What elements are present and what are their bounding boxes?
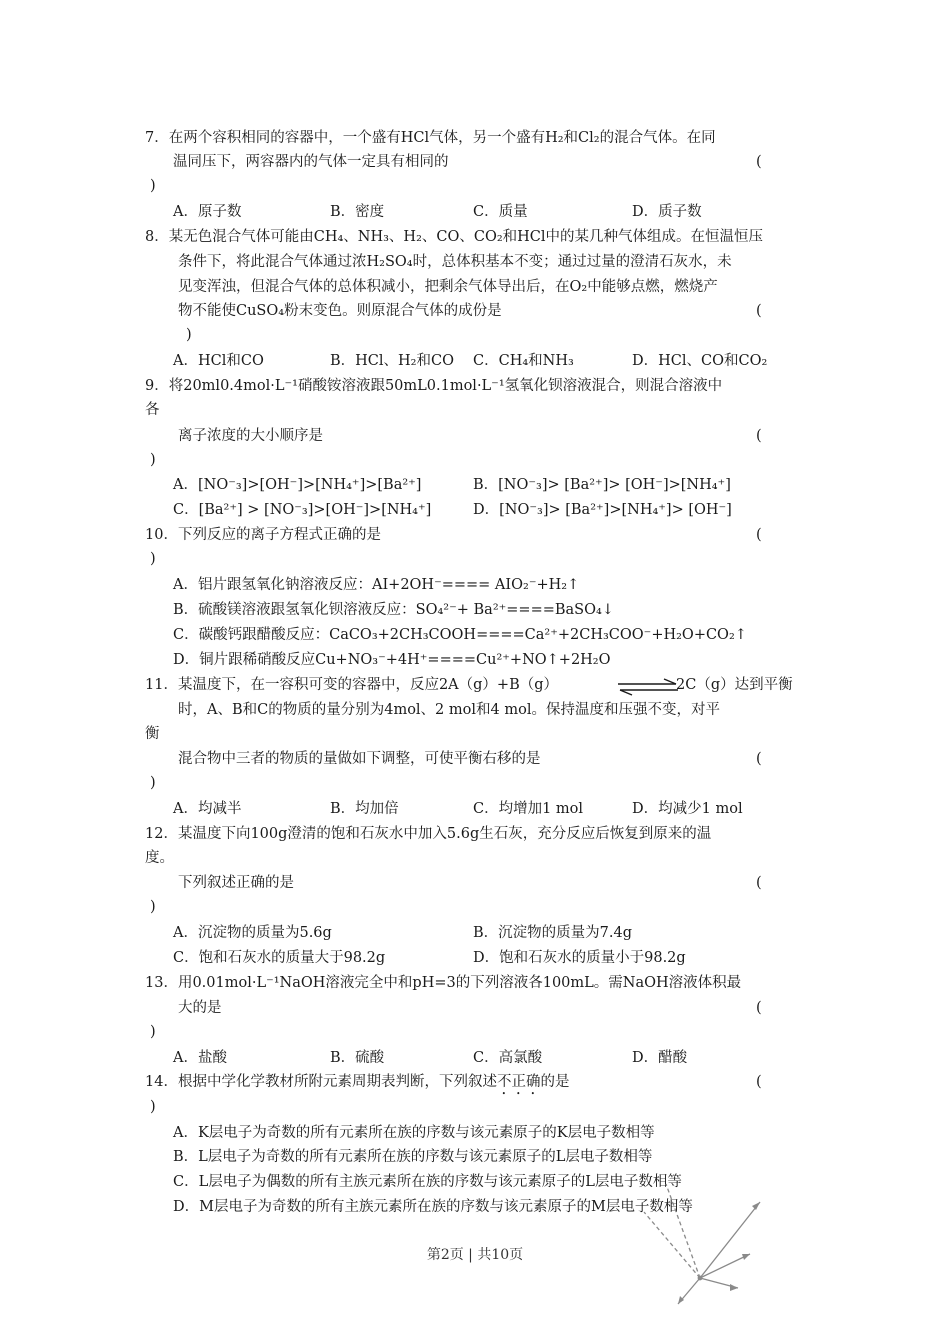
q9-option-b: B．[NO⁻₃]> [Ba²⁺]> [OH⁻]>[NH₄⁺] bbox=[473, 477, 731, 493]
q11-option-a: A．均减半 bbox=[173, 801, 242, 817]
q8-line-2: 条件下，将此混合气体通过浓H₂SO₄时，总体积基本不变；通过过量的澄清石灰水，未 bbox=[178, 254, 732, 270]
q11-option-b: B．均加倍 bbox=[330, 801, 399, 817]
q13-option-a: A．盐酸 bbox=[173, 1050, 227, 1066]
q8-line-4: 物不能使CuSO₄粉末变色。则原混合气体的成份是 bbox=[178, 303, 502, 319]
q12-line-1-wrap: 度。 bbox=[145, 850, 174, 866]
q14-option-c: C．L层电子为偶数的所有主族元素所在族的序数与该元素原子的L层电子数相等 bbox=[173, 1174, 682, 1190]
q8-option-a: A．HCl和CO bbox=[173, 353, 264, 369]
q8-line-3: 见变浑浊，但混合气体的总体积减小，把剩余气体导出后，在O₂中能够点燃，燃烧产 bbox=[178, 279, 718, 295]
q11-paren-open: ( bbox=[756, 751, 762, 767]
q14-option-a: A．K层电子为奇数的所有元素所在族的序数与该元素原子的K层电子数相等 bbox=[173, 1125, 655, 1141]
q11-line-3: 混合物中三者的物质的量做如下调整，可使平衡右移的是 bbox=[178, 751, 541, 767]
q7-option-d: D．质子数 bbox=[632, 204, 702, 220]
equilibrium-arrows-icon bbox=[616, 678, 680, 696]
q10-paren-close: ) bbox=[150, 551, 156, 567]
q12-option-a: A．沉淀物的质量为5.6g bbox=[173, 925, 332, 941]
q12-paren-close: ) bbox=[150, 899, 156, 915]
q13-line-1: 13．用0.01mol·L⁻¹NaOH溶液完全中和pH=3的下列溶液各100mL。需NaOH溶液体积最 bbox=[145, 975, 742, 991]
q10-option-b: B．硫酸镁溶液跟氢氧化钡溶液反应：SO₄²⁻+ Ba²⁺====BaSO₄↓ bbox=[173, 602, 614, 618]
q13-option-c: C．高氯酸 bbox=[473, 1050, 543, 1066]
q9-line-2: 离子浓度的大小顺序是 bbox=[178, 428, 323, 444]
q14-line-1 bbox=[145, 1072, 569, 1092]
q7-option-c: C．质量 bbox=[473, 204, 528, 220]
q12-line-2: 下列叙述正确的是 bbox=[178, 875, 294, 891]
q12-paren-open: ( bbox=[756, 875, 762, 891]
q7-line-2: 温同压下，两容器内的气体一定具有相同的 bbox=[173, 154, 449, 170]
q14-paren-close: ) bbox=[150, 1099, 156, 1115]
q14-option-d: D．M层电子为奇数的所有主族元素所在族的序数与该元素原子的M层电子数相等 bbox=[173, 1199, 693, 1215]
q9-option-d: D．[NO⁻₃]> [Ba²⁺]>[NH₄⁺]> [OH⁻] bbox=[473, 502, 732, 518]
q13-paren-open: ( bbox=[756, 1000, 762, 1016]
q11-line-1-end: 2C（g）达到平衡 bbox=[676, 677, 793, 693]
q9-line-1-wrap: 各 bbox=[145, 402, 160, 418]
q7-paren-open: ( bbox=[756, 154, 762, 170]
q11-line-2: 时，A、B和C的物质的量分别为4mol、2 mol和4 mol。保持温度和压强不变，对平 bbox=[178, 702, 720, 718]
q8-option-c: C．CH₄和NH₃ bbox=[473, 353, 574, 369]
q9-option-a: A．[NO⁻₃]>[OH⁻]>[NH₄⁺]>[Ba²⁺] bbox=[173, 477, 422, 493]
q12-line-1: 12．某温度下向100g澄清的饱和石灰水中加入5.6g生石灰，充分反应后恢复到原来的温 bbox=[145, 826, 712, 842]
q11-paren-close: ) bbox=[150, 775, 156, 791]
q10-option-c: C．碳酸钙跟醋酸反应：CaCO₃+2CH₃COOH====Ca²⁺+2CH₃COO⁻+H₂O+CO₂↑ bbox=[173, 627, 747, 643]
q12-option-b: B．沉淀物的质量为7.4g bbox=[473, 925, 632, 941]
q8-option-b: B．HCl、H₂和CO bbox=[330, 353, 454, 369]
q14-emphasis: 不正确 bbox=[496, 1074, 541, 1090]
q12-option-c: C．饱和石灰水的质量大于98.2g bbox=[173, 950, 386, 966]
q7-option-b: B．密度 bbox=[330, 204, 385, 220]
q14-line-1-start: 14．根据中学化学教材所附元素周期表判断，下列叙述 bbox=[145, 1074, 497, 1090]
q9-paren-close: ) bbox=[150, 452, 156, 468]
q14-line-1-end: 的是 bbox=[540, 1074, 570, 1090]
q13-option-b: B．硫酸 bbox=[330, 1050, 385, 1066]
q8-paren-close: ) bbox=[186, 327, 192, 343]
q9-option-c: C．[Ba²⁺] > [NO⁻₃]>[OH⁻]>[NH₄⁺] bbox=[173, 502, 432, 518]
q10-paren-open: ( bbox=[756, 527, 762, 543]
page-number-footer: 第2页 | 共10页 bbox=[426, 1247, 524, 1263]
q14-paren-open: ( bbox=[756, 1074, 762, 1090]
q13-option-d: D．醋酸 bbox=[632, 1050, 688, 1066]
q11-line-1: 11．某温度下，在一容积可变的容器中，反应2A（g）+B（g） bbox=[145, 677, 559, 693]
q14-option-b: B．L层电子为奇数的所有元素所在族的序数与该元素原子的L层电子数相等 bbox=[173, 1149, 653, 1165]
q8-option-d: D．HCl、CO和CO₂ bbox=[632, 353, 768, 369]
q12-option-d: D．饱和石灰水的质量小于98.2g bbox=[473, 950, 686, 966]
q10-line-1: 10．下列反应的离子方程式正确的是 bbox=[145, 527, 381, 543]
q11-line-2-wrap: 衡 bbox=[145, 726, 160, 742]
q10-option-a: A．铝片跟氢氧化钠溶液反应：AI+2OH⁻==== AIO₂⁻+H₂↑ bbox=[173, 577, 580, 593]
q13-paren-close: ) bbox=[150, 1024, 156, 1040]
q8-line-1: 8．某无色混合气体可能由CH₄、NH₃、H₂、CO、CO₂和HCl中的某几种气体组成。在恒温恒压 bbox=[145, 229, 764, 245]
q7-line-1: 7．在两个容积相同的容器中，一个盛有HCl气体，另一个盛有H₂和Cl₂的混合气体。在同 bbox=[145, 130, 716, 146]
q7-paren-close: ) bbox=[150, 178, 156, 194]
q9-line-1: 9．将20ml0.4mol·L⁻¹硝酸铵溶液跟50mL0.1mol·L⁻¹氢氧化钡溶液混合，则混合溶液中 bbox=[145, 378, 723, 394]
q9-paren-open: ( bbox=[756, 428, 762, 444]
q8-paren-open: ( bbox=[756, 303, 762, 319]
q13-line-2: 大的是 bbox=[178, 1000, 222, 1016]
q11-option-d: D．均减少1 mol bbox=[632, 801, 743, 817]
q10-option-d: D．铜片跟稀硝酸反应Cu+NO₃⁻+4H⁺====Cu²⁺+NO↑+2H₂O bbox=[173, 652, 611, 668]
q11-option-c: C．均增加1 mol bbox=[473, 801, 584, 817]
q7-option-a: A．原子数 bbox=[173, 204, 242, 220]
